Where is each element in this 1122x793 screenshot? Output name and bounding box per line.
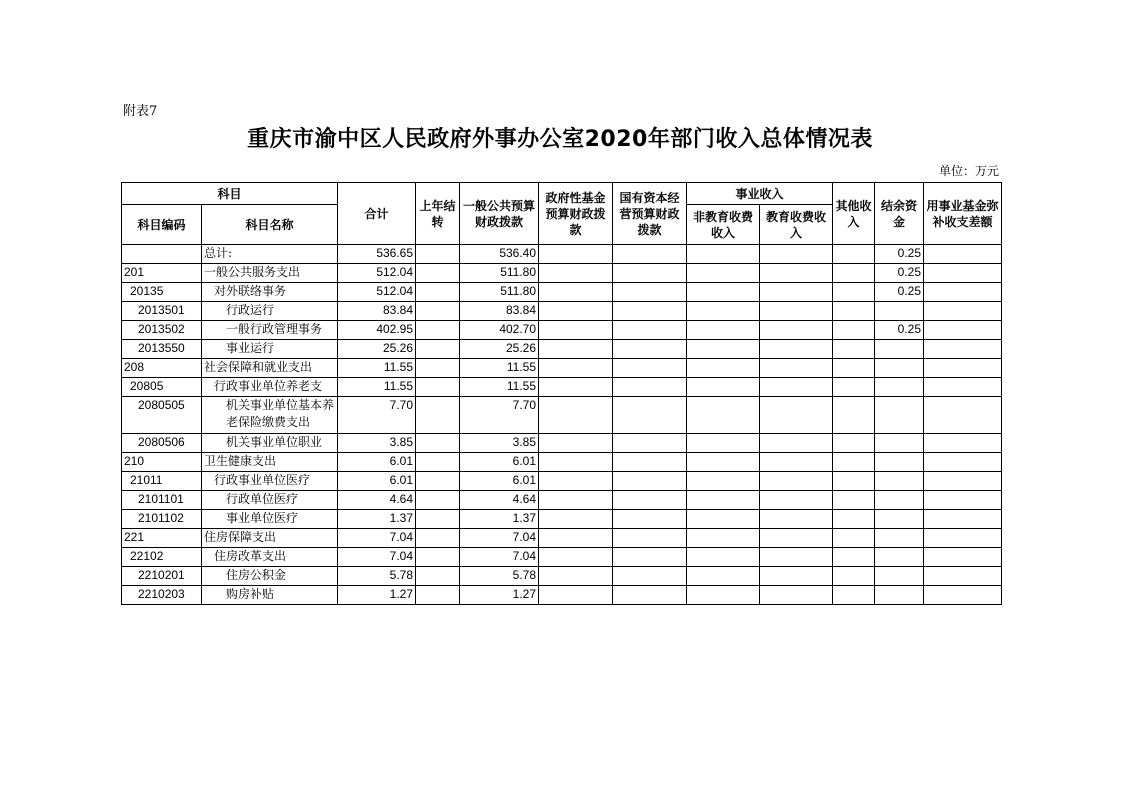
carryover-cell	[416, 434, 460, 453]
balance-fund-cell	[875, 529, 924, 548]
gov-fund-cell	[539, 321, 613, 340]
general-budget-cell: 7.04	[460, 548, 539, 567]
non-edu-fee-cell	[687, 453, 760, 472]
subject-name-cell: 卫生健康支出	[202, 453, 338, 472]
total-cell: 4.64	[338, 491, 416, 510]
general-budget-cell: 511.80	[460, 264, 539, 283]
state-capital-cell	[613, 453, 687, 472]
state-capital-cell	[613, 510, 687, 529]
table-row	[122, 378, 1002, 397]
general-budget-cell: 1.37	[460, 510, 539, 529]
non-edu-fee-cell	[687, 529, 760, 548]
carryover-cell	[416, 586, 460, 605]
general-budget-cell: 11.55	[460, 378, 539, 397]
subject-code-cell: 2013501	[122, 302, 202, 321]
non-edu-fee-cell	[687, 359, 760, 378]
table-row	[122, 567, 1002, 586]
edu-fee-cell	[760, 510, 833, 529]
table-row	[122, 586, 1002, 605]
subject-code-cell: 2210203	[122, 586, 202, 605]
business-fund-supplement-cell	[924, 510, 1002, 529]
table-row	[122, 245, 1002, 264]
subject-code-cell: 2013550	[122, 340, 202, 359]
subject-code-cell: 208	[122, 359, 202, 378]
subject-code-cell: 210	[122, 453, 202, 472]
header-business-income: 事业收入	[687, 183, 833, 205]
business-fund-supplement-cell	[924, 378, 1002, 397]
state-capital-cell	[613, 567, 687, 586]
balance-fund-cell	[875, 472, 924, 491]
total-cell: 6.01	[338, 472, 416, 491]
state-capital-cell	[613, 321, 687, 340]
other-income-cell	[833, 453, 875, 472]
state-capital-cell	[613, 302, 687, 321]
edu-fee-cell	[760, 586, 833, 605]
header-state-capital: 国有资本经营预算财政拨款	[613, 183, 687, 245]
table-row	[122, 453, 1002, 472]
income-table	[121, 182, 1002, 605]
edu-fee-cell	[760, 567, 833, 586]
non-edu-fee-cell	[687, 548, 760, 567]
page-title: 重庆市渝中区人民政府外事办公室2020年部门收入总体情况表	[247, 127, 873, 152]
non-edu-fee-cell	[687, 434, 760, 453]
subject-code-cell: 22102	[122, 548, 202, 567]
total-cell: 512.04	[338, 283, 416, 302]
balance-fund-cell	[875, 359, 924, 378]
table-row	[122, 321, 1002, 340]
state-capital-cell	[613, 472, 687, 491]
edu-fee-cell	[760, 359, 833, 378]
subject-name-cell: 事业单位医疗	[202, 510, 338, 529]
balance-fund-cell: 0.25	[875, 264, 924, 283]
gov-fund-cell	[539, 491, 613, 510]
carryover-cell	[416, 245, 460, 264]
gov-fund-cell	[539, 548, 613, 567]
other-income-cell	[833, 586, 875, 605]
general-budget-cell: 4.64	[460, 491, 539, 510]
table-row	[122, 510, 1002, 529]
business-fund-supplement-cell	[924, 283, 1002, 302]
state-capital-cell	[613, 434, 687, 453]
gov-fund-cell	[539, 283, 613, 302]
business-fund-supplement-cell	[924, 245, 1002, 264]
subject-name-cell: 行政单位医疗	[202, 491, 338, 510]
gov-fund-cell	[539, 586, 613, 605]
other-income-cell	[833, 283, 875, 302]
business-fund-supplement-cell	[924, 359, 1002, 378]
header-balance-fund: 结余资金	[875, 183, 924, 245]
edu-fee-cell	[760, 434, 833, 453]
subject-code-cell: 2080505	[122, 397, 202, 434]
balance-fund-cell: 0.25	[875, 245, 924, 264]
gov-fund-cell	[539, 434, 613, 453]
balance-fund-cell	[875, 378, 924, 397]
subject-name-cell: 一般行政管理事务	[202, 321, 338, 340]
business-fund-supplement-cell	[924, 548, 1002, 567]
gov-fund-cell	[539, 264, 613, 283]
header-carryover: 上年结转	[416, 183, 460, 245]
other-income-cell	[833, 340, 875, 359]
general-budget-cell: 83.84	[460, 302, 539, 321]
general-budget-cell: 402.70	[460, 321, 539, 340]
carryover-cell	[416, 453, 460, 472]
business-fund-supplement-cell	[924, 472, 1002, 491]
other-income-cell	[833, 529, 875, 548]
total-cell: 1.37	[338, 510, 416, 529]
gov-fund-cell	[539, 472, 613, 491]
gov-fund-cell	[539, 510, 613, 529]
subject-code-cell: 2013502	[122, 321, 202, 340]
general-budget-cell: 6.01	[460, 472, 539, 491]
state-capital-cell	[613, 529, 687, 548]
general-budget-cell: 536.40	[460, 245, 539, 264]
other-income-cell	[833, 397, 875, 434]
subject-name-cell: 一般公共服务支出	[202, 264, 338, 283]
header-total: 合计	[338, 183, 416, 245]
total-cell: 7.70	[338, 397, 416, 434]
general-budget-cell: 3.85	[460, 434, 539, 453]
other-income-cell	[833, 510, 875, 529]
other-income-cell	[833, 434, 875, 453]
edu-fee-cell	[760, 548, 833, 567]
subject-name-cell: 行政运行	[202, 302, 338, 321]
other-income-cell	[833, 264, 875, 283]
carryover-cell	[416, 397, 460, 434]
subject-name-cell: 总计:	[202, 245, 338, 264]
table-row	[122, 491, 1002, 510]
subject-code-cell: 2210201	[122, 567, 202, 586]
carryover-cell	[416, 264, 460, 283]
edu-fee-cell	[760, 283, 833, 302]
non-edu-fee-cell	[687, 472, 760, 491]
other-income-cell	[833, 321, 875, 340]
carryover-cell	[416, 321, 460, 340]
subject-code-cell: 201	[122, 264, 202, 283]
total-cell: 11.55	[338, 359, 416, 378]
subject-code-cell: 2101102	[122, 510, 202, 529]
non-edu-fee-cell	[687, 283, 760, 302]
general-budget-cell: 7.04	[460, 529, 539, 548]
carryover-cell	[416, 472, 460, 491]
subject-name-cell: 行政事业单位养老支	[202, 378, 338, 397]
edu-fee-cell	[760, 302, 833, 321]
subject-code-cell	[122, 245, 202, 264]
balance-fund-cell	[875, 510, 924, 529]
header-general-budget: 一般公共预算财政拨款	[460, 183, 539, 245]
subject-name-cell: 机关事业单位职业	[202, 434, 338, 453]
general-budget-cell: 7.70	[460, 397, 539, 434]
attachment-label: 附表7	[123, 104, 158, 119]
state-capital-cell	[613, 586, 687, 605]
state-capital-cell	[613, 548, 687, 567]
table-row	[122, 302, 1002, 321]
total-cell: 1.27	[338, 586, 416, 605]
non-edu-fee-cell	[687, 302, 760, 321]
business-fund-supplement-cell	[924, 567, 1002, 586]
total-cell: 7.04	[338, 529, 416, 548]
total-cell: 402.95	[338, 321, 416, 340]
business-fund-supplement-cell	[924, 434, 1002, 453]
table-row	[122, 340, 1002, 359]
gov-fund-cell	[539, 453, 613, 472]
header-subject: 科目	[122, 183, 338, 205]
carryover-cell	[416, 359, 460, 378]
subject-name-cell: 行政事业单位医疗	[202, 472, 338, 491]
subject-name-cell: 住房公积金	[202, 567, 338, 586]
state-capital-cell	[613, 359, 687, 378]
business-fund-supplement-cell	[924, 302, 1002, 321]
gov-fund-cell	[539, 529, 613, 548]
business-fund-supplement-cell	[924, 397, 1002, 434]
total-cell: 6.01	[338, 453, 416, 472]
general-budget-cell: 1.27	[460, 586, 539, 605]
balance-fund-cell	[875, 397, 924, 434]
header-edu-fee: 教育收费收入	[760, 205, 833, 245]
edu-fee-cell	[760, 453, 833, 472]
state-capital-cell	[613, 378, 687, 397]
gov-fund-cell	[539, 302, 613, 321]
balance-fund-cell	[875, 586, 924, 605]
table-row	[122, 283, 1002, 302]
non-edu-fee-cell	[687, 586, 760, 605]
total-cell: 7.04	[338, 548, 416, 567]
business-fund-supplement-cell	[924, 529, 1002, 548]
non-edu-fee-cell	[687, 264, 760, 283]
other-income-cell	[833, 245, 875, 264]
edu-fee-cell	[760, 340, 833, 359]
total-cell: 536.65	[338, 245, 416, 264]
balance-fund-cell	[875, 434, 924, 453]
table-row	[122, 264, 1002, 283]
business-fund-supplement-cell	[924, 491, 1002, 510]
subject-name-cell: 对外联络事务	[202, 283, 338, 302]
general-budget-cell: 511.80	[460, 283, 539, 302]
subject-name-cell: 社会保障和就业支出	[202, 359, 338, 378]
header-other-income: 其他收入	[833, 183, 875, 245]
balance-fund-cell	[875, 567, 924, 586]
non-edu-fee-cell	[687, 378, 760, 397]
other-income-cell	[833, 302, 875, 321]
balance-fund-cell: 0.25	[875, 321, 924, 340]
edu-fee-cell	[760, 491, 833, 510]
business-fund-supplement-cell	[924, 264, 1002, 283]
balance-fund-cell	[875, 491, 924, 510]
edu-fee-cell	[760, 378, 833, 397]
gov-fund-cell	[539, 567, 613, 586]
carryover-cell	[416, 378, 460, 397]
other-income-cell	[833, 359, 875, 378]
balance-fund-cell	[875, 453, 924, 472]
subject-name-cell: 购房补贴	[202, 586, 338, 605]
total-cell: 512.04	[338, 264, 416, 283]
general-budget-cell: 6.01	[460, 453, 539, 472]
general-budget-cell: 5.78	[460, 567, 539, 586]
non-edu-fee-cell	[687, 567, 760, 586]
edu-fee-cell	[760, 321, 833, 340]
table-row	[122, 472, 1002, 491]
table-row	[122, 434, 1002, 453]
balance-fund-cell	[875, 548, 924, 567]
state-capital-cell	[613, 264, 687, 283]
carryover-cell	[416, 567, 460, 586]
subject-code-cell: 221	[122, 529, 202, 548]
subject-name-cell: 住房改革支出	[202, 548, 338, 567]
total-cell: 83.84	[338, 302, 416, 321]
state-capital-cell	[613, 283, 687, 302]
non-edu-fee-cell	[687, 397, 760, 434]
carryover-cell	[416, 529, 460, 548]
state-capital-cell	[613, 340, 687, 359]
subject-code-cell: 20135	[122, 283, 202, 302]
header-gov-fund: 政府性基金预算财政拨款	[539, 183, 613, 245]
table-row	[122, 359, 1002, 378]
balance-fund-cell	[875, 302, 924, 321]
other-income-cell	[833, 491, 875, 510]
state-capital-cell	[613, 245, 687, 264]
header-subject-name: 科目名称	[202, 205, 338, 245]
table-row	[122, 548, 1002, 567]
carryover-cell	[416, 302, 460, 321]
other-income-cell	[833, 548, 875, 567]
total-cell: 11.55	[338, 378, 416, 397]
carryover-cell	[416, 491, 460, 510]
business-fund-supplement-cell	[924, 340, 1002, 359]
subject-code-cell: 2080506	[122, 434, 202, 453]
non-edu-fee-cell	[687, 491, 760, 510]
non-edu-fee-cell	[687, 245, 760, 264]
total-cell: 3.85	[338, 434, 416, 453]
gov-fund-cell	[539, 378, 613, 397]
state-capital-cell	[613, 397, 687, 434]
balance-fund-cell	[875, 340, 924, 359]
carryover-cell	[416, 283, 460, 302]
balance-fund-cell: 0.25	[875, 283, 924, 302]
subject-name-cell: 机关事业单位基本养老保险缴费支出	[202, 397, 338, 434]
edu-fee-cell	[760, 245, 833, 264]
non-edu-fee-cell	[687, 321, 760, 340]
gov-fund-cell	[539, 340, 613, 359]
table-row	[122, 397, 1002, 434]
business-fund-supplement-cell	[924, 453, 1002, 472]
edu-fee-cell	[760, 264, 833, 283]
gov-fund-cell	[539, 397, 613, 434]
state-capital-cell	[613, 491, 687, 510]
edu-fee-cell	[760, 397, 833, 434]
business-fund-supplement-cell	[924, 321, 1002, 340]
subject-code-cell: 21011	[122, 472, 202, 491]
other-income-cell	[833, 472, 875, 491]
gov-fund-cell	[539, 245, 613, 264]
gov-fund-cell	[539, 359, 613, 378]
header-non-edu-fee: 非教育收费收入	[687, 205, 760, 245]
total-cell: 25.26	[338, 340, 416, 359]
non-edu-fee-cell	[687, 340, 760, 359]
edu-fee-cell	[760, 472, 833, 491]
total-cell: 5.78	[338, 567, 416, 586]
general-budget-cell: 25.26	[460, 340, 539, 359]
header-business-fund-supplement: 用事业基金弥补收支差额	[924, 183, 1002, 245]
business-fund-supplement-cell	[924, 586, 1002, 605]
carryover-cell	[416, 510, 460, 529]
unit-label: 单位：万元	[938, 164, 999, 178]
subject-code-cell: 2101101	[122, 491, 202, 510]
other-income-cell	[833, 378, 875, 397]
carryover-cell	[416, 548, 460, 567]
table-body	[122, 245, 1002, 605]
non-edu-fee-cell	[687, 510, 760, 529]
subject-name-cell: 住房保障支出	[202, 529, 338, 548]
other-income-cell	[833, 567, 875, 586]
general-budget-cell: 11.55	[460, 359, 539, 378]
subject-name-cell: 事业运行	[202, 340, 338, 359]
header-subject-code: 科目编码	[122, 205, 202, 245]
edu-fee-cell	[760, 529, 833, 548]
carryover-cell	[416, 340, 460, 359]
table-row	[122, 529, 1002, 548]
subject-code-cell: 20805	[122, 378, 202, 397]
